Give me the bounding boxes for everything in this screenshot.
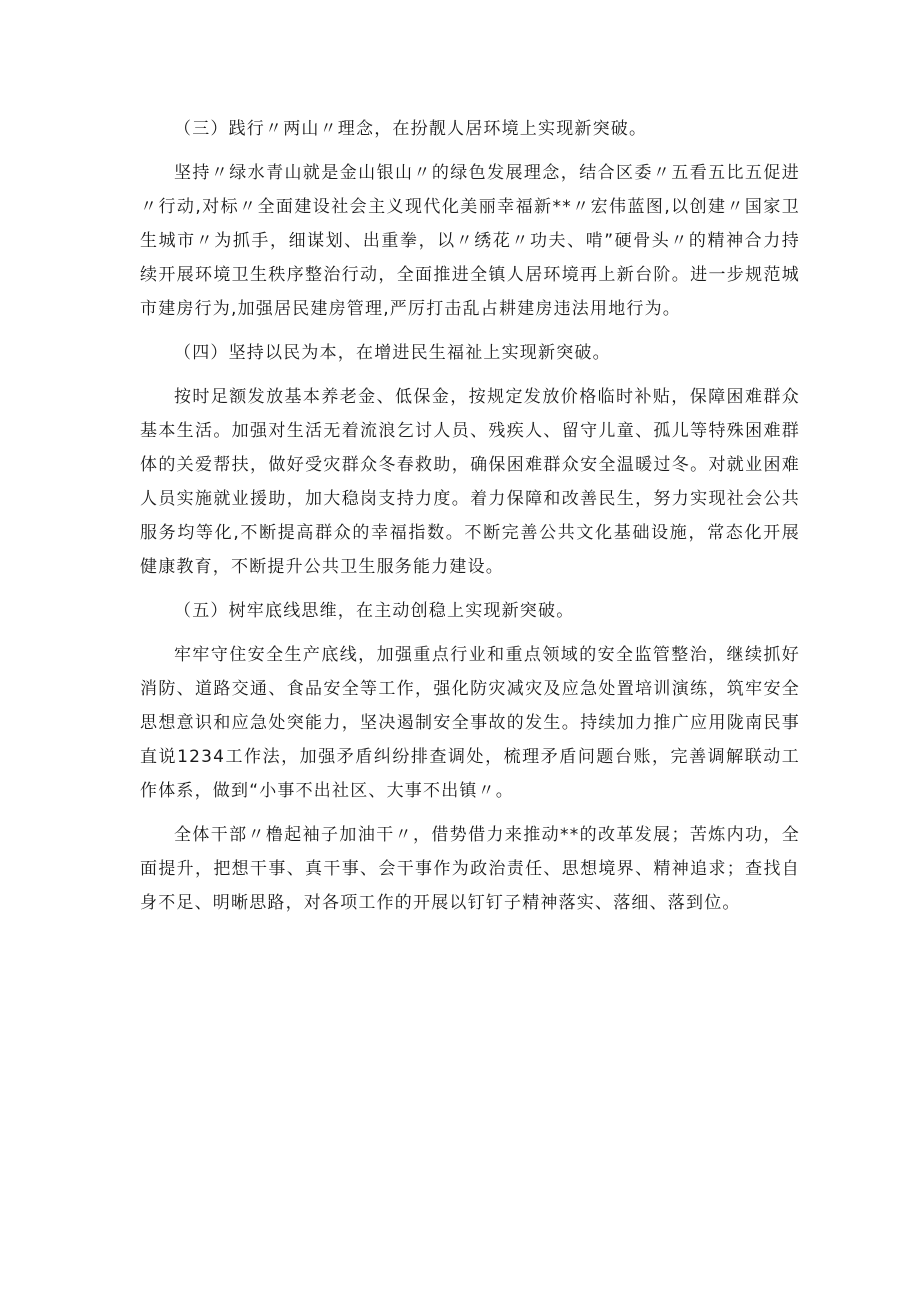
section-heading-3: （三）践行〃两山〃理念，在扮靓人居环境上实现新突破。: [174, 119, 648, 139]
closing-paragraph: 全体干部〃橹起袖子加油干〃，借势借力来推动**的改革发展；苦炼内功，全面提升，把想干事、真干事、会干事作为政治责任、思想境界、精神追求；查找自身不足、明晰思路，对各项工作的开展以钉钉子精神落实、落细、落到位。: [140, 825, 800, 913]
section-4-paragraph: 按时足额发放基本养老金、低保金，按规定发放价格临时补贴，保障困难群众基本生活。加强对生活无着流浪乞讨人员、残疾人、留守儿童、孤儿等特殊困难群体的关爱帮扶，做好受灾群众冬春救助，确保困难群众安全温暖过冬。对就业困难人员实施就业援助，加大稳岗支持力度。着力保障和改善民生，努力实现社会公共服务均等化,不断提高群众的幸福指数。不断完善公共文化基础设施，常态化开展健康教育，不断提升公共卫生服务能力建设。: [140, 387, 800, 577]
section-5-paragraph: 牢牢守住安全生产底线，加强重点行业和重点领域的安全监管整治，继续抓好消防、道路交通、食品安全等工作，强化防灾减灾及应急处置培训演练，筑牢安全思想意识和应急处突能力，坚决遏制安全事故的发生。持续加力推广应用陇南民事直说1234工作法，加强矛盾纠纷排查调处，梳理矛盾问题台账，完善调解联动工作体系，做到“小事不出社区、大事不出镇〃。: [140, 645, 800, 801]
section-3-paragraph: 坚持〃绿水青山就是金山银山〃的绿色发展理念，结合区委〃五看五比五促进〃行动,对标〃全面建设社会主义现代化美丽幸福新**〃宏伟蓝图,以创建〃国家卫生城市〃为抓手，细谋划、出重拳，以〃绣花〃功夫、啃”硬骨头〃的精神合力持续开展环境卫生秩序整治行动，全面推进全镇人居环境再上新台阶。进一步规范城市建房行为,加强居民建房管理,严厉打击乱占耕建房违法用地行为。: [140, 163, 800, 319]
section-heading-5: （五）树牢底线思维，在主动创稳上实现新突破。: [174, 601, 575, 621]
section-heading-4: （四）坚持以民为本，在增进民生福祉上实现新突破。: [174, 343, 611, 363]
document-body: [140, 112, 800, 930]
